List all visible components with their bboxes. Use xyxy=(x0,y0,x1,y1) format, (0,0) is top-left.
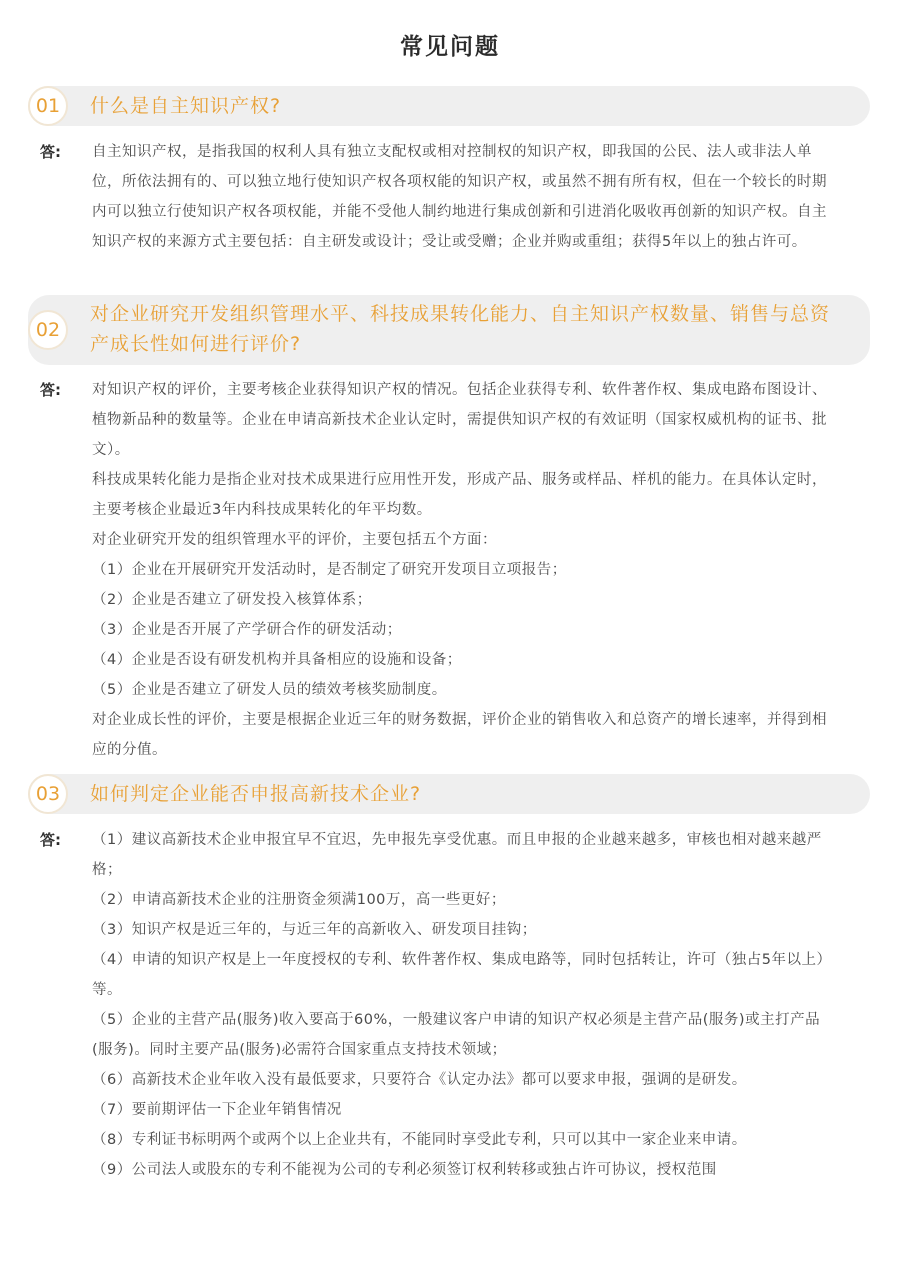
question-bar-03 xyxy=(28,774,870,814)
answer-list-item: （3）企业是否开展了产学研合作的研发活动； xyxy=(92,622,402,638)
answer-list-item: （5）企业是否建立了研发人员的绩效考核奖励制度。 xyxy=(92,682,447,698)
answer-list-item: （7）要前期评估一下企业年销售情况 xyxy=(92,1102,342,1118)
question-number-badge: 03 xyxy=(28,774,68,814)
answer-label: 答: xyxy=(40,831,61,849)
answer-label: 答: xyxy=(40,143,61,161)
answer-paragraph: 对知识产权的评价，主要考核企业获得知识产权的情况。包括企业获得专利、软件著作权、集成电路布图设计、植物新品种的数量等。企业在申请高新技术企业认定时，需提供知识产权的有效证明（国家权威机构的证书、批文）。 xyxy=(92,382,827,458)
answer-list-item: （6）高新技术企业年收入没有最低要求，只要符合《认定办法》都可以要求申报，强调的是研发。 xyxy=(92,1072,747,1088)
question-text: 如何判定企业能否申报高新技术企业? xyxy=(90,783,422,805)
answer-label: 答: xyxy=(40,381,61,399)
answer-list-item: （5）企业的主营产品(服务)收入要高于60%，一般建议客户申请的知识产权必须是主营产品(服务)或主打产品(服务)。同时主要产品(服务)必需符合国家重点支持技术领域； xyxy=(92,1012,821,1058)
answer-list-item: （1）建议高新技术企业申报宜早不宜迟，先申报先享受优惠。而且申报的企业越来越多，审核也相对越来越严格； xyxy=(92,832,822,878)
answer-paragraph: 对企业研究开发的组织管理水平的评价，主要包括五个方面： xyxy=(92,532,497,548)
answer-list-item: （2）申请高新技术企业的注册资金须满100万，高一些更好； xyxy=(92,892,506,908)
question-bar-01 xyxy=(28,86,870,126)
answer-body-01 xyxy=(92,137,832,257)
answer-list-item: （9）公司法人或股东的专利不能视为公司的专利必须签订权利转移或独占许可协议，授权范围 xyxy=(92,1162,717,1178)
answer-paragraph: 自主知识产权，是指我国的权利人具有独立支配权或相对控制权的知识产权，即我国的公民、法人或非法人单位，所依法拥有的、可以独立地行使知识产权各项权能的知识产权，或虽然不拥有所有权，但在一个较长的时期内可以独立行使知识产权各项权能，并能不受他人制约地进行集成创新和引进消化吸收再创新的知识产权。自主知识产权的来源方式主要包括：自主研发或设计；受让或受赠；企业并购或重组；获得5年以上的独占许可。 xyxy=(92,144,827,250)
answer-list-item: （3）知识产权是近三年的，与近三年的高新收入、研发项目挂钩； xyxy=(92,922,537,938)
question-number-badge: 02 xyxy=(28,310,68,350)
question-text: 对企业研究开发组织管理水平、科技成果转化能力、自主知识产权数量、销售与总资产成长性如何进行评价? xyxy=(90,303,831,355)
answer-list-item: （8）专利证书标明两个或两个以上企业共有，不能同时享受此专利，只可以其中一家企业来申请。 xyxy=(92,1132,747,1148)
answer-list-item: （2）企业是否建立了研发投入核算体系； xyxy=(92,592,372,608)
question-text: 什么是自主知识产权? xyxy=(90,95,282,117)
page-title: 常见问题 xyxy=(400,34,500,60)
answer-list-item: （4）申请的知识产权是上一年度授权的专利、软件著作权、集成电路等，同时包括转让，许可（独占5年以上）等。 xyxy=(92,952,832,998)
question-number-badge: 01 xyxy=(28,86,68,126)
question-bar-02 xyxy=(28,295,870,365)
answer-paragraph: 对企业成长性的评价，主要是根据企业近三年的财务数据，评价企业的销售收入和总资产的增长速率，并得到相应的分值。 xyxy=(92,712,827,758)
answer-list-item: （1）企业在开展研究开发活动时，是否制定了研究开发项目立项报告； xyxy=(92,562,567,578)
answer-list-item: （4）企业是否设有研发机构并具备相应的设施和设备； xyxy=(92,652,462,668)
answer-paragraph: 科技成果转化能力是指企业对技术成果进行应用性开发，形成产品、服务或样品、样机的能力。在具体认定时，主要考核企业最近3年内科技成果转化的年平均数。 xyxy=(92,472,827,518)
answer-body-03 xyxy=(92,825,832,1185)
answer-body-02 xyxy=(92,375,832,765)
